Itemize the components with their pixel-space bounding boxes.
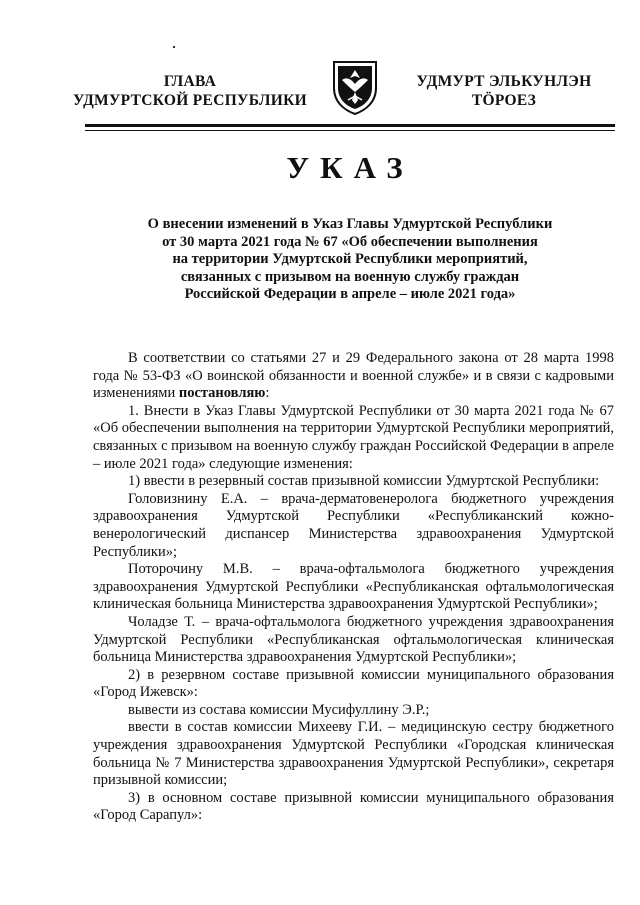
paragraph: вывести из состава комиссии Мусифуллину Э.Р.; [128, 701, 430, 718]
intro-paragraph [93, 350, 614, 403]
paragraph: 1. Внести в Указ Главы Удмуртской Республики от 30 марта 2021 года № 67 «Об обеспечении выполнения на территории Удмуртской Республики мероприятий, связанных с призывом на военную службу граждан Российской Федерации в апреле – июле 2021 года» следующие изменения: [93, 402, 614, 472]
issuer-line-2: УДМУРТСКОЙ РЕСПУБЛИКИ [72, 92, 307, 109]
title-line: на территории Удмуртской Республики мероприятий, [172, 251, 528, 268]
paragraph: 1) ввести в резервный состав призывной комиссии Удмуртской Республики: [128, 473, 600, 490]
header-rule-thin [85, 130, 615, 131]
decree-title [110, 216, 590, 304]
issuer-name-udmurt [404, 72, 604, 110]
decree-body [93, 350, 614, 825]
paragraph: ввести в состав комиссии Михееву Г.И. – медицинскую сестру бюджетного учреждения здравоохранения Удмуртской Республики «Городская клиническая больница № 7 Министерства здравоохранения Удмуртской Республики», секретаря призывной комиссии; [93, 719, 614, 789]
document-type: УКАЗ [286, 150, 414, 185]
issuer-name-russian [60, 72, 320, 110]
paragraph: 2) в резервном составе призывной комиссии муниципального образования «Город Ижевск»: [93, 666, 614, 701]
title-line: Российской Федерации в апреле – июле 2021 года» [184, 286, 516, 303]
paragraph: 3) в основном составе призывной комиссии муниципального образования «Город Сарапул»: [93, 789, 614, 824]
issuer-udm-line-1: УДМУРТ ЭЛЬКУНЛЭН [416, 73, 592, 90]
issuer-line-1: ГЛАВА [163, 73, 217, 90]
title-line: от 30 марта 2021 года № 67 «Об обеспечении выполнения [162, 233, 538, 250]
intro-text: В соответствии со статьями 27 и 29 Федерального закона от 28 марта 1998 года № 53-ФЗ «О воинской обязанности и военной службе» и в связи с кадровыми изменениями [93, 350, 614, 402]
scan-speck [173, 46, 175, 48]
issuer-udm-line-2: ТӦРОЕЗ [471, 92, 537, 109]
paragraph: Поторочину М.В. – врача-офтальмолога бюджетного учреждения здравоохранения Удмуртской Республики «Республиканская офтальмологическая клиническая больница Министерства здравоохранения Удмуртской Республики»; [93, 561, 614, 613]
paragraph: Головизнину Е.А. – врача-дерматовенеролога бюджетного учреждения здравоохранения Удмуртской Республики «Республиканский кожно-венерологический диспансер Министерства здравоохранения Удмуртской Республики»; [93, 490, 614, 560]
paragraph: Чоладзе Т. – врача-офтальмолога бюджетного учреждения здравоохранения Удмуртской Республики «Республиканская офтальмологическая клиническая больница Министерства здравоохранения Удмуртской Республики»; [93, 613, 614, 666]
intro-colon: : [265, 385, 270, 402]
document-header [0, 0, 640, 140]
intro-decree-word: постановляю [178, 385, 266, 402]
coat-of-arms-icon [330, 58, 380, 116]
header-rule-thick [85, 124, 615, 127]
title-line: О внесении изменений в Указ Главы Удмуртской Республики [147, 216, 553, 232]
title-line: связанных с призывом на военную службу граждан [180, 268, 520, 285]
